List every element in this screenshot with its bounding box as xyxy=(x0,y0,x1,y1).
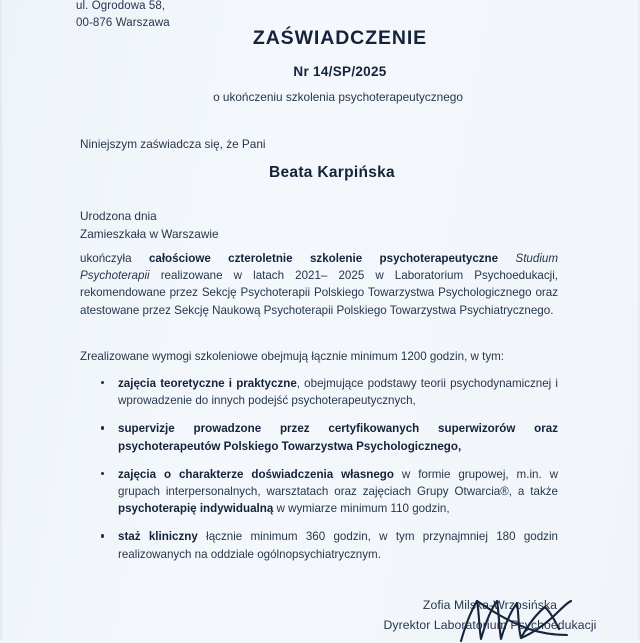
address-line-2: 00-876 Warszawa xyxy=(76,17,170,29)
list-item-bold-tail: psychoterapię indywidualną xyxy=(118,502,274,516)
list-item xyxy=(96,528,558,562)
list-item-bold-lead: supervizje prowadzone przez certyfikowanych superwizorów oraz psychoterapeutów Polskiego Towarzystwa Psychologicznego, xyxy=(118,422,558,453)
list-item xyxy=(96,420,558,454)
address-line-1: ul. Ogrodowa 58, xyxy=(76,0,166,12)
personal-details xyxy=(80,207,219,243)
list-item-rest: w formie grupowej, m.in. w grupach interpersonalnych, warsztatach oraz zajęciach Grupy Otwarcia®, a także xyxy=(118,467,558,499)
signatory-name: Zofia Milska-Wrzosińska xyxy=(422,598,558,612)
certification-intro-line: Niniejszym zaświadcza się, że Pani xyxy=(80,137,266,151)
list-item-tail-rest: w wymiarze minimum 110 godzin, xyxy=(273,502,450,516)
recipient-name: Beata Karpińska xyxy=(269,164,395,181)
main-paragraph-part-1: ukończyła xyxy=(80,252,149,265)
list-item xyxy=(96,375,558,409)
list-item-bold-lead: zajęcia teoretyczne i praktyczne xyxy=(118,377,297,390)
birth-line: Urodzona dnia xyxy=(80,209,157,223)
residence-line: Zamieszkała w Warszawie xyxy=(80,227,219,241)
list-item-rest: , obejmujące podstawy teorii psychodynamicznej i wprowadzenie do innych podejść psychoterapeutycznych, xyxy=(118,377,559,408)
main-paragraph xyxy=(80,250,558,319)
list-item-bold-lead: zajęcia o charakterze doświadczenia własnego xyxy=(118,467,394,481)
list-item-rest: łącznie minimum 360 godzin, w tym przynajmniej 180 godzin realizowanych na oddziale ogólnopsychiatrycznym. xyxy=(118,530,558,561)
requirements-list xyxy=(96,375,558,574)
document-title: ZAŚWIADCZENIE xyxy=(252,27,428,49)
main-paragraph-part-2: realizowane w latach 2021– 2025 w Laboratorium Psychoedukacji, rekomendowane przez Sekcję Psychoterapii Polskiego Towarzystwa Psychologicznego oraz atestowane przez Sekcję Naukową Psychoterapii Polskiego Towarzystwa Psychiatrycznego. xyxy=(80,269,558,317)
requirements-intro: Zrealizowane wymogi szkoleniowe obejmują łącznie minimum 1200 godzin, w tym: xyxy=(80,350,504,363)
list-item-bold-lead: staż kliniczny xyxy=(118,530,198,544)
list-item xyxy=(96,466,558,518)
main-paragraph-bold-1: całościowe czteroletnie szkolenie psychoterapeutyczne xyxy=(148,252,499,265)
signatory-title: Dyrektor Laboratorium Psychoedukacji xyxy=(383,618,597,632)
main-paragraph-italic-1: Studium Psychoterapii xyxy=(80,252,558,283)
document-subtitle: o ukończeniu szkolenia psychoterapeutycznego xyxy=(213,90,463,104)
signature-block xyxy=(340,598,640,632)
document-number: Nr 14/SP/2025 xyxy=(293,64,387,79)
